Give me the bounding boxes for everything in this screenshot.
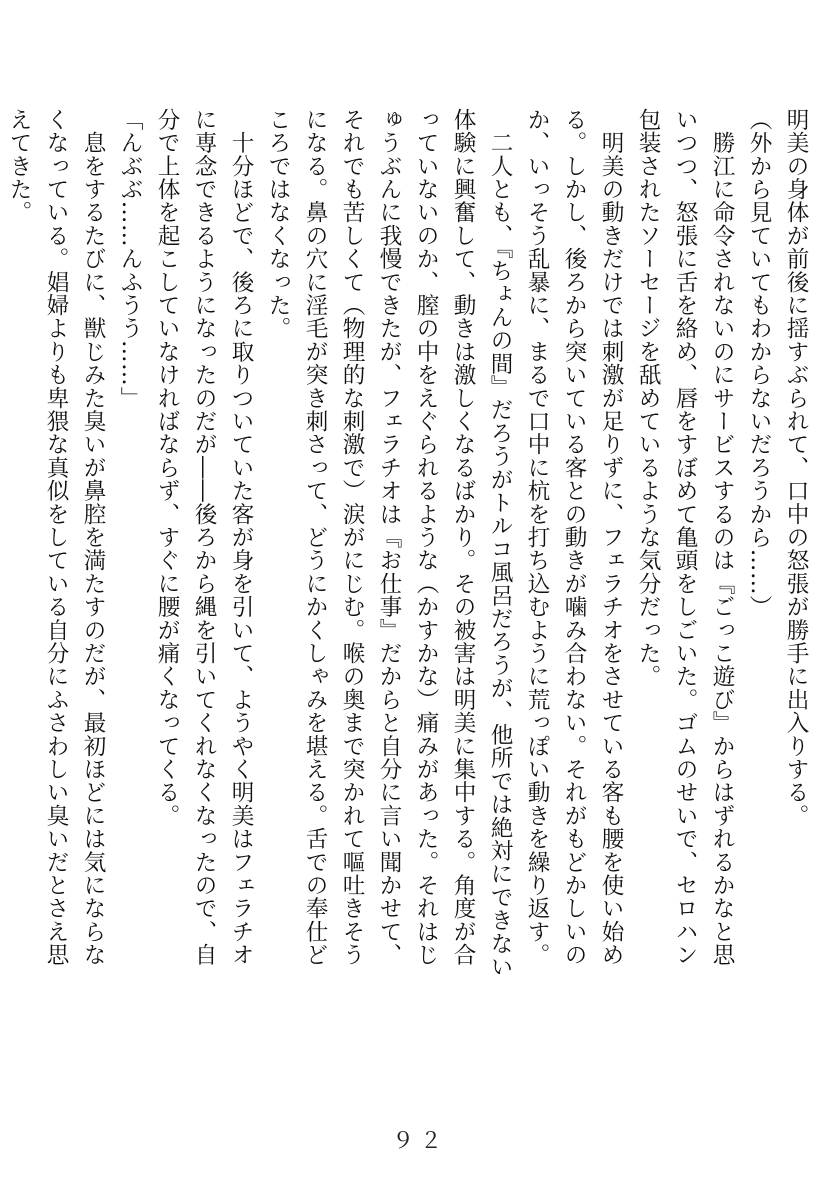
- paragraph-6: 十分ほどで、後ろに取りついていた客が身を引いて、ようやく明美はフェラチオに専念できるようになったのだが――後ろから縄を引いてくれなくなったので、自分で上体を起こしていなければならず、すぐに腰が痛くなってくる。: [154, 108, 254, 967]
- paragraph-3: 勝江に命令されないのにサービスするのは『ごっこ遊び』からはずれるかなと思いつつ、怒張に舌を絡め、唇をすぼめて亀頭をしごいた。ゴムのせいで、セロハン包装されたソーセージを舐めているような気分だった。: [635, 108, 735, 967]
- paragraph-5: 二人とも、『ちょんの間』だろうがトルコ風呂だろうが、他所では絶対にできない体験に興奮して、動きは激しくなるばかり。その被害は明美に集中する。角度が合っていないのか、膣の中をえぐられるような（かすかな）痛みがあった。それはじゅうぶんに我慢できたが、フェラチオは『お仕事』だからと自分に言い聞かせて、それでも苦しくて（物理的な刺激で）涙がにじむ。喉の奥まで突かれて嘔吐きそうになる。鼻の穴に淫毛が突き刺さって、どうにかくしゃみを堪える。舌での奉仕どころではなくなった。: [265, 108, 513, 979]
- page-number: ９２: [391, 1129, 448, 1154]
- paragraph-1: 明美の身体が前後に揺すぶられて、口中の怒張が勝手に出入りする。: [783, 108, 809, 828]
- vertical-text-body: [6, 108, 814, 988]
- paragraph-8: 息をするたびに、獣じみた臭いが鼻腔を満たすのだが、最初ほどには気にならなくなっている。娼婦よりも卑猥な真似をしている自分にふさわしい臭いだとさえ思えてきた。: [6, 108, 106, 967]
- paragraph-2: （外から見ていてもわからないだろうから……）: [746, 108, 772, 619]
- paragraph-4: 明美の動きだけでは刺激が足りずに、フェラチオをさせている客も腰を使い始める。しかし、後ろから突いている客との動きが噛み合わない。それがもどかしいのか、いっそう乱暴に、まるで口中に杭を打ち込むように荒っぽい動きを繰り返す。: [524, 108, 624, 967]
- paragraph-7: 「んぶぶ……んふうう……」: [117, 108, 143, 410]
